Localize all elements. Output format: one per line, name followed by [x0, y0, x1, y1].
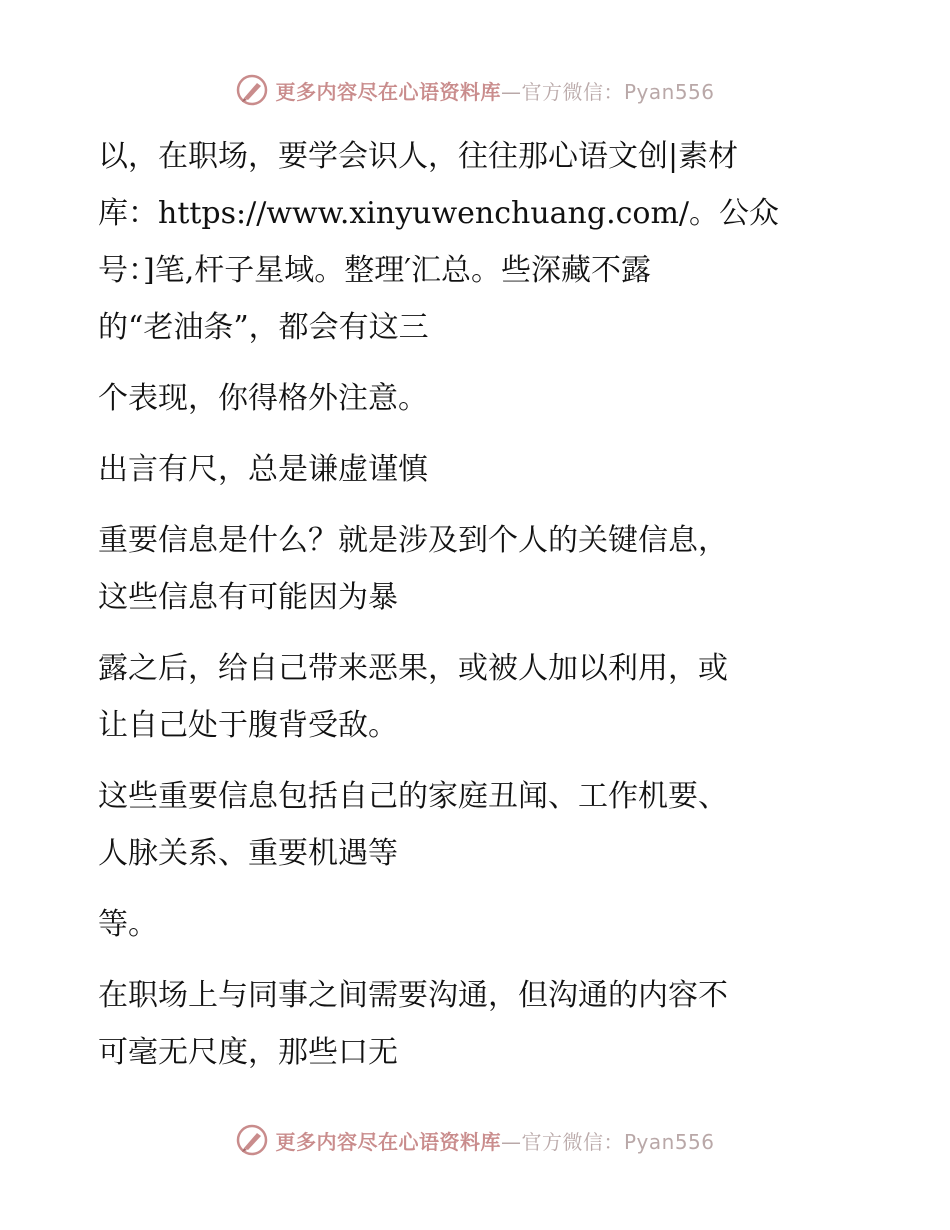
section-heading: [98, 441, 858, 498]
text-line: 号：]笔,杆子星域。整理′汇总。些深藏不露: [98, 253, 652, 288]
text-line: 露之后，给自己带来恶果，或被人加以利用，或: [98, 651, 728, 686]
paragraph: [98, 768, 858, 882]
paragraph: [98, 370, 858, 427]
watermark-handle: Pyan556: [623, 1129, 715, 1154]
document-body: [98, 128, 858, 1095]
watermark-text: [275, 76, 714, 105]
paragraph: [98, 896, 858, 953]
watermark-channel: 官方微信：: [521, 1129, 624, 1154]
watermark-dash: —: [500, 79, 522, 104]
text-line: 重要信息是什么？就是涉及到个人的关键信息，: [98, 523, 728, 558]
text-line: 让自己处于腹背受敌。: [98, 708, 398, 743]
footer-watermark: [0, 1120, 950, 1160]
watermark-brand: 更多内容尽在心语资料库: [275, 79, 501, 104]
text-line: 可毫无尺度，那些口无: [98, 1035, 398, 1070]
paragraph: [98, 967, 858, 1081]
text-line: 等。: [98, 907, 158, 942]
text-line: 个表现，你得格外注意。: [98, 381, 428, 416]
paragraph: [98, 640, 858, 754]
text-line: 的“老油条”，都会有这三: [98, 310, 429, 345]
paragraph: [98, 128, 858, 356]
text-line: 出言有尺，总是谦虚谨慎: [98, 452, 428, 487]
header-watermark: [0, 70, 950, 110]
pen-logo-icon: [235, 73, 269, 107]
watermark-channel: 官方微信：: [521, 79, 624, 104]
paragraph: [98, 512, 858, 626]
text-line: 这些信息有可能因为暴: [98, 580, 398, 615]
text-line: 这些重要信息包括自己的家庭丑闻、工作机要、: [98, 779, 728, 814]
watermark-text: [275, 1126, 714, 1155]
text-line: 库：https://www.xinyuwenchuang.com/。公众: [98, 196, 780, 231]
text-line: 以，在职场，要学会识人，往往那心语文创|素材: [98, 139, 739, 174]
watermark-brand: 更多内容尽在心语资料库: [275, 1129, 501, 1154]
text-line: 人脉关系、重要机遇等: [98, 836, 398, 871]
pen-logo-icon: [235, 1123, 269, 1157]
text-line: 在职场上与同事之间需要沟通，但沟通的内容不: [98, 978, 728, 1013]
watermark-handle: Pyan556: [623, 79, 715, 104]
watermark-dash: —: [500, 1129, 522, 1154]
